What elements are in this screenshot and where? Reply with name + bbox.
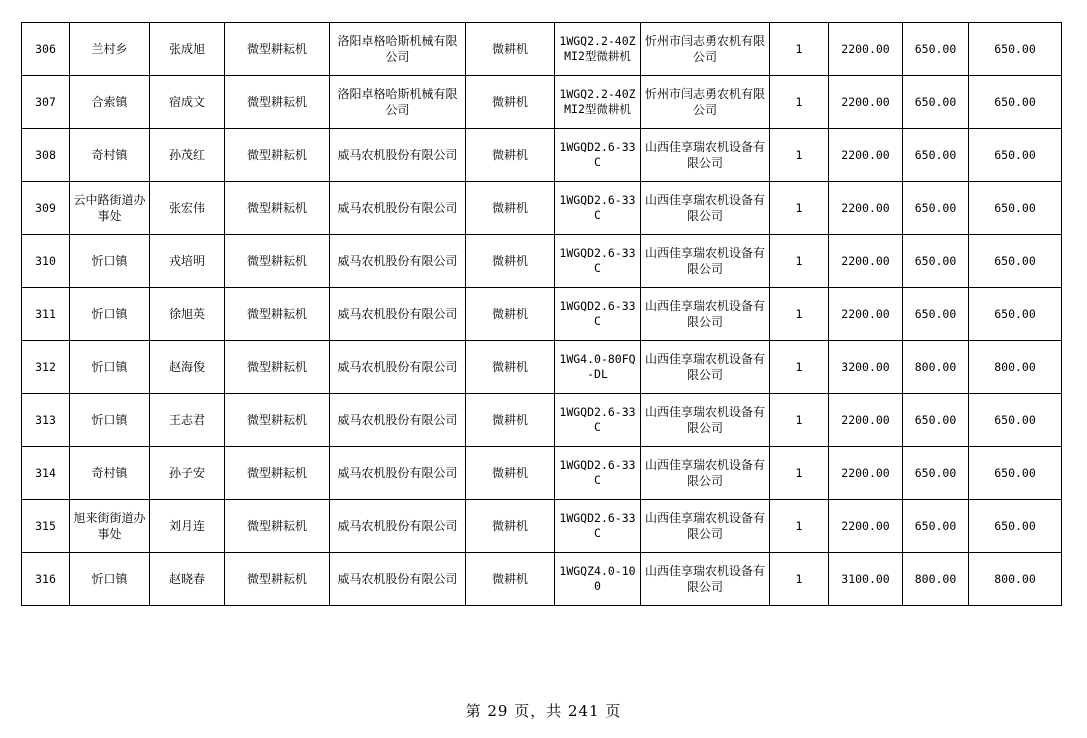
price-cell: 2200.00 [829,235,903,288]
machine-category-cell: 微型耕耘机 [225,500,330,553]
total-subsidy-cell: 650.00 [969,129,1062,182]
manufacturer-cell: 洛阳卓格哈斯机械有限公司 [330,76,466,129]
row-number: 316 [22,553,70,606]
dealer-cell: 山西佳享瑞农机设备有限公司 [641,235,770,288]
row-number: 313 [22,394,70,447]
manufacturer-cell: 威马农机股份有限公司 [330,182,466,235]
buyer-name-cell: 戎培明 [150,235,225,288]
buyer-name-cell: 王志君 [150,394,225,447]
row-number: 314 [22,447,70,500]
township-cell: 忻口镇 [70,288,150,341]
model-cell: 1WGQZ4.0-100 [555,553,641,606]
total-subsidy-cell: 650.00 [969,235,1062,288]
buyer-name-cell: 赵海俊 [150,341,225,394]
township-cell: 忻口镇 [70,553,150,606]
township-cell: 云中路街道办事处 [70,182,150,235]
model-cell: 1WGQ2.2-40ZMI2型微耕机 [555,23,641,76]
price-cell: 2200.00 [829,394,903,447]
product-name-cell: 微耕机 [466,23,555,76]
table-row [22,235,1062,288]
subsidy-cell: 800.00 [903,553,969,606]
table-row [22,447,1062,500]
table-row [22,500,1062,553]
buyer-name-cell: 张宏伟 [150,182,225,235]
price-cell: 2200.00 [829,23,903,76]
price-cell: 2200.00 [829,500,903,553]
quantity-cell: 1 [770,288,829,341]
table-row [22,394,1062,447]
quantity-cell: 1 [770,23,829,76]
dealer-cell: 山西佳享瑞农机设备有限公司 [641,447,770,500]
product-name-cell: 微耕机 [466,235,555,288]
model-cell: 1WGQD2.6-33C [555,182,641,235]
table-row [22,341,1062,394]
manufacturer-cell: 威马农机股份有限公司 [330,235,466,288]
machine-category-cell: 微型耕耘机 [225,129,330,182]
price-cell: 3200.00 [829,341,903,394]
township-cell: 忻口镇 [70,394,150,447]
total-subsidy-cell: 800.00 [969,341,1062,394]
total-subsidy-cell: 650.00 [969,394,1062,447]
machine-category-cell: 微型耕耘机 [225,76,330,129]
quantity-cell: 1 [770,235,829,288]
row-number: 311 [22,288,70,341]
model-cell: 1WGQD2.6-33C [555,447,641,500]
manufacturer-cell: 威马农机股份有限公司 [330,553,466,606]
dealer-cell: 山西佳享瑞农机设备有限公司 [641,394,770,447]
township-cell: 忻口镇 [70,341,150,394]
product-name-cell: 微耕机 [466,76,555,129]
dealer-cell: 山西佳享瑞农机设备有限公司 [641,500,770,553]
manufacturer-cell: 威马农机股份有限公司 [330,447,466,500]
dealer-cell: 山西佳享瑞农机设备有限公司 [641,129,770,182]
buyer-name-cell: 刘月连 [150,500,225,553]
township-cell: 合索镇 [70,76,150,129]
quantity-cell: 1 [770,500,829,553]
dealer-cell: 山西佳享瑞农机设备有限公司 [641,553,770,606]
price-cell: 2200.00 [829,182,903,235]
township-cell: 奇村镇 [70,447,150,500]
township-cell: 忻口镇 [70,235,150,288]
model-cell: 1WGQD2.6-33C [555,288,641,341]
product-name-cell: 微耕机 [466,288,555,341]
price-cell: 2200.00 [829,129,903,182]
manufacturer-cell: 威马农机股份有限公司 [330,341,466,394]
product-name-cell: 微耕机 [466,182,555,235]
table-body [22,23,1062,606]
quantity-cell: 1 [770,182,829,235]
product-name-cell: 微耕机 [466,553,555,606]
page-footer: 第 29 页，共 241 页 [465,702,622,720]
table-row [22,553,1062,606]
quantity-cell: 1 [770,129,829,182]
quantity-cell: 1 [770,341,829,394]
total-subsidy-cell: 800.00 [969,553,1062,606]
dealer-cell: 山西佳享瑞农机设备有限公司 [641,288,770,341]
table-row [22,23,1062,76]
quantity-cell: 1 [770,76,829,129]
subsidy-cell: 650.00 [903,76,969,129]
machine-category-cell: 微型耕耘机 [225,182,330,235]
manufacturer-cell: 洛阳卓格哈斯机械有限公司 [330,23,466,76]
product-name-cell: 微耕机 [466,341,555,394]
quantity-cell: 1 [770,553,829,606]
buyer-name-cell: 孙茂红 [150,129,225,182]
machine-category-cell: 微型耕耘机 [225,394,330,447]
price-cell: 2200.00 [829,288,903,341]
subsidy-cell: 650.00 [903,394,969,447]
total-subsidy-cell: 650.00 [969,500,1062,553]
row-number: 310 [22,235,70,288]
table-row [22,288,1062,341]
machine-category-cell: 微型耕耘机 [225,235,330,288]
row-number: 308 [22,129,70,182]
subsidy-cell: 650.00 [903,235,969,288]
quantity-cell: 1 [770,447,829,500]
subsidy-cell: 650.00 [903,182,969,235]
subsidy-cell: 650.00 [903,500,969,553]
subsidy-cell: 650.00 [903,129,969,182]
total-subsidy-cell: 650.00 [969,76,1062,129]
table-row [22,76,1062,129]
township-cell: 旭来街街道办事处 [70,500,150,553]
table-row [22,182,1062,235]
manufacturer-cell: 威马农机股份有限公司 [330,288,466,341]
subsidy-cell: 800.00 [903,341,969,394]
row-number: 306 [22,23,70,76]
row-number: 307 [22,76,70,129]
buyer-name-cell: 张成旭 [150,23,225,76]
row-number: 309 [22,182,70,235]
total-subsidy-cell: 650.00 [969,288,1062,341]
buyer-name-cell: 徐旭英 [150,288,225,341]
machine-category-cell: 微型耕耘机 [225,288,330,341]
buyer-name-cell: 赵晓春 [150,553,225,606]
dealer-cell: 山西佳享瑞农机设备有限公司 [641,182,770,235]
buyer-name-cell: 宿成文 [150,76,225,129]
model-cell: 1WGQD2.6-33C [555,129,641,182]
model-cell: 1WGQ2.2-40ZMI2型微耕机 [555,76,641,129]
subsidy-cell: 650.00 [903,288,969,341]
dealer-cell: 山西佳享瑞农机设备有限公司 [641,341,770,394]
total-subsidy-cell: 650.00 [969,23,1062,76]
manufacturer-cell: 威马农机股份有限公司 [330,500,466,553]
total-subsidy-cell: 650.00 [969,447,1062,500]
total-subsidy-cell: 650.00 [969,182,1062,235]
manufacturer-cell: 威马农机股份有限公司 [330,394,466,447]
price-cell: 2200.00 [829,447,903,500]
product-name-cell: 微耕机 [466,500,555,553]
machine-category-cell: 微型耕耘机 [225,447,330,500]
row-number: 312 [22,341,70,394]
product-name-cell: 微耕机 [466,447,555,500]
machine-category-cell: 微型耕耘机 [225,553,330,606]
subsidy-cell: 650.00 [903,23,969,76]
manufacturer-cell: 威马农机股份有限公司 [330,129,466,182]
model-cell: 1WGQD2.6-33C [555,394,641,447]
machine-category-cell: 微型耕耘机 [225,23,330,76]
machine-category-cell: 微型耕耘机 [225,341,330,394]
township-cell: 奇村镇 [70,129,150,182]
dealer-cell: 忻州市闫志勇农机有限公司 [641,76,770,129]
product-name-cell: 微耕机 [466,129,555,182]
table-row [22,129,1062,182]
price-cell: 2200.00 [829,76,903,129]
row-number: 315 [22,500,70,553]
buyer-name-cell: 孙子安 [150,447,225,500]
model-cell: 1WGQD2.6-33C [555,500,641,553]
quantity-cell: 1 [770,394,829,447]
product-name-cell: 微耕机 [466,394,555,447]
subsidy-table [21,22,1062,606]
dealer-cell: 忻州市闫志勇农机有限公司 [641,23,770,76]
model-cell: 1WGQD2.6-33C [555,235,641,288]
township-cell: 兰村乡 [70,23,150,76]
model-cell: 1WG4.0-80FQ-DL [555,341,641,394]
price-cell: 3100.00 [829,553,903,606]
subsidy-cell: 650.00 [903,447,969,500]
